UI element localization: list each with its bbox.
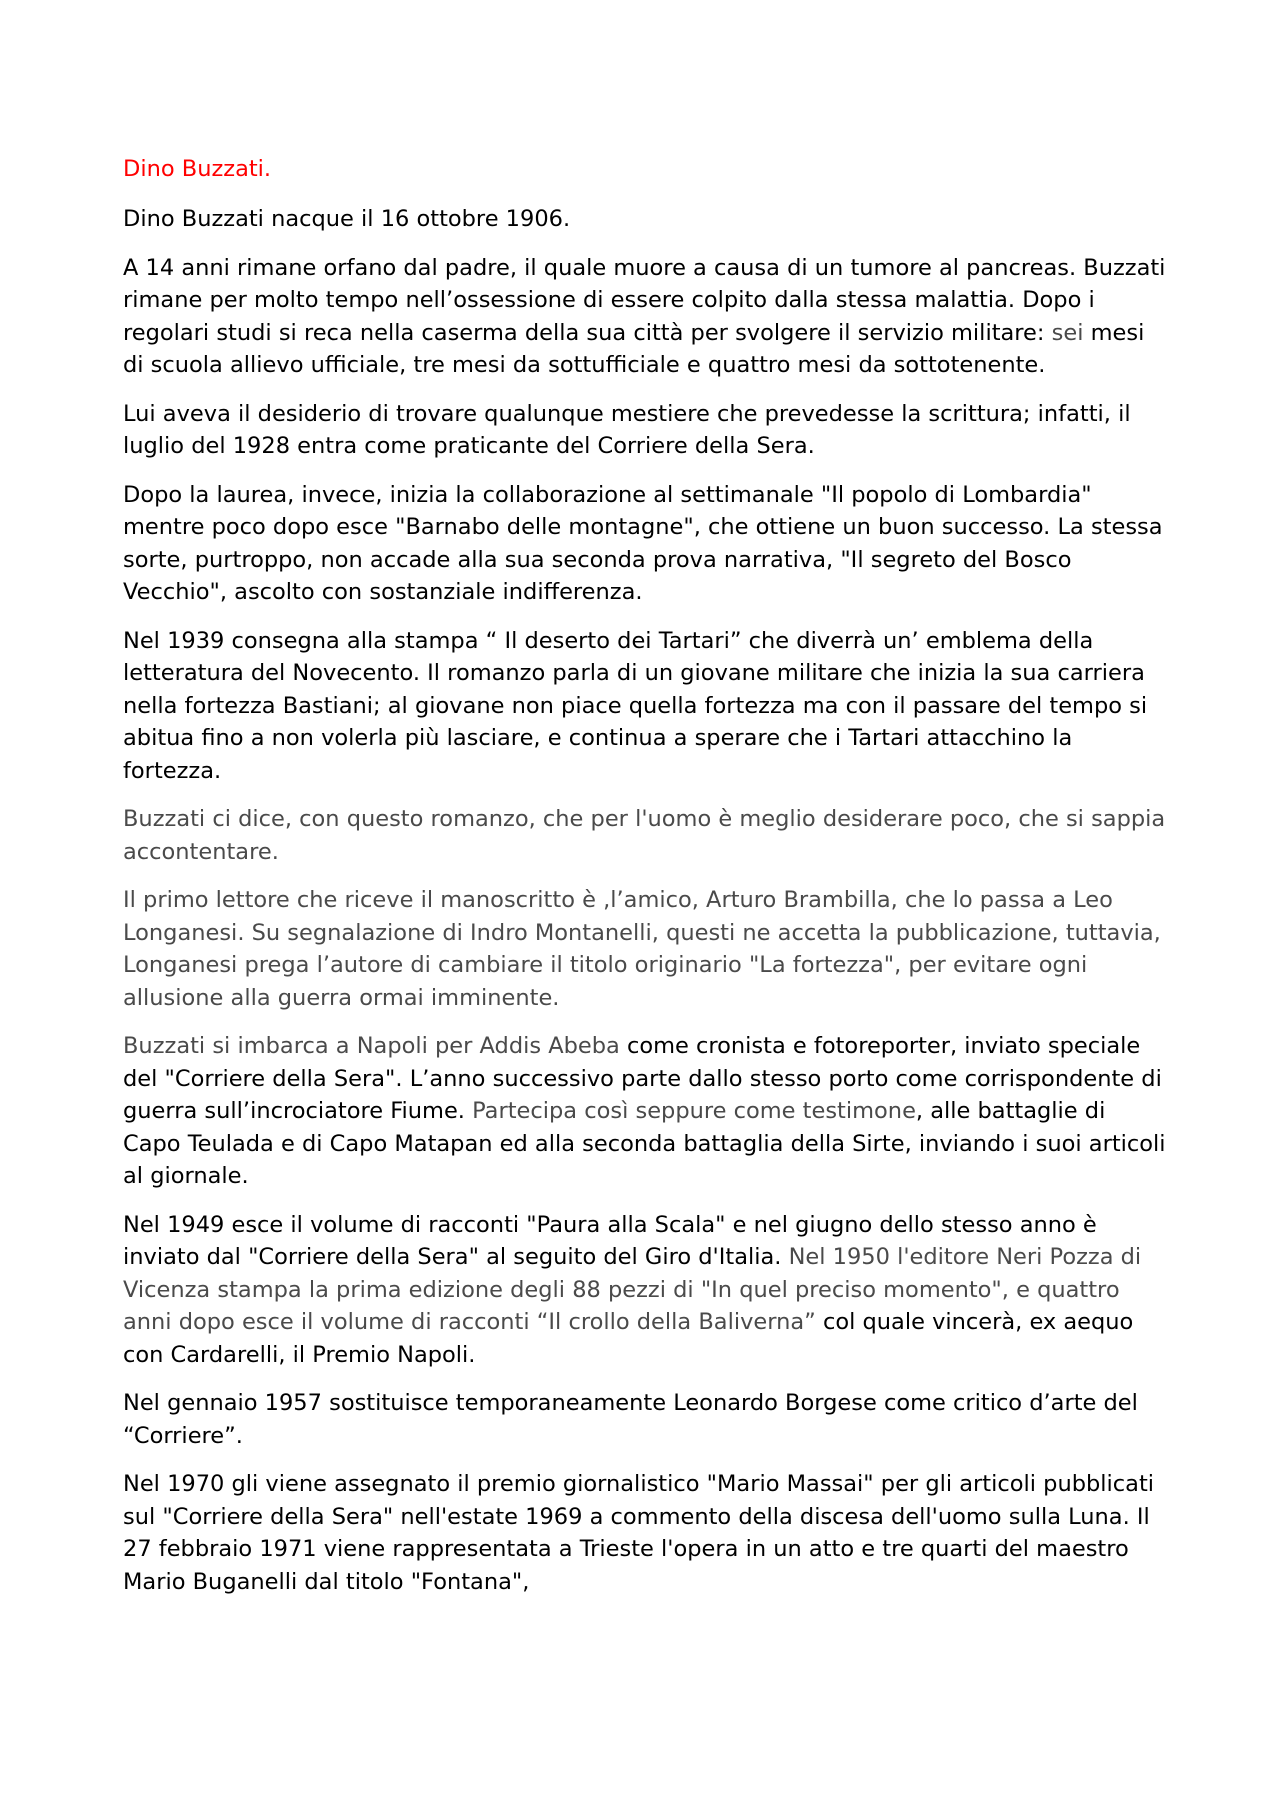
document-title: Dino Buzzati. — [123, 156, 272, 182]
text-run-grey: Buzzati si imbarca a Napoli per Addis Abeba — [123, 1033, 620, 1059]
paragraph-career-start — [123, 398, 1170, 463]
text-run-grey: Nel 1950 l'editore Neri Pozza di Vicenza stampa la prima edizione degli 88 pezzi di "In quel preciso momento", e quattro anni dopo esce il volume di racconti “Il crollo della Baliverna” — [123, 1244, 1142, 1335]
paragraph-first-novels — [123, 479, 1170, 609]
text-run-grey: Il primo lettore che riceve il manoscritto è ,l’amico, Arturo Brambilla, che lo passa a Leo Longanesi. Su segnalazione di Indro Montanelli, questi ne accetta la pubblicazione, tuttavia, Longanesi prega l’autore di cambiare il titolo originario "La fortezza", per evitare ogni allusione alla guerra ormai imminente. — [123, 887, 1161, 1011]
text-run: Dino Buzzati nacque il 16 ottobre 1906. — [123, 206, 571, 232]
text-run: Nel 1939 consegna alla stampa “ Il deserto dei Tartari” che diverrà un’ emblema della letteratura del Novecento. Il romanzo parla di un giovane militare che inizia la sua carriera nella fortezza Bastiani; al giovane non piace quella fortezza ma con il passare del tempo si abitua fino a non volerla più lasciare, e continua a sperare che i Tartari attacchino la fortezza. — [123, 627, 1148, 784]
paragraph-deserto-tartari — [123, 625, 1170, 788]
paragraph-war-correspondent — [123, 1030, 1170, 1193]
text-run: , alle battaglie di Capo Teulada e di Capo Matapan ed alla seconda battaglia della Sirte, inviando i suoi articoli al giornale. — [123, 1098, 1166, 1189]
text-run-grey: sei — [1051, 319, 1084, 346]
paragraph-later-years — [123, 1468, 1170, 1598]
text-run: Nel gennaio 1957 sostituisce temporaneamente Leonardo Borgese come critico d’arte del “Corriere”. — [123, 1390, 1138, 1449]
text-run: Nel 1970 gli viene assegnato il premio giornalistico "Mario Massai" per gli articoli pubblicati sul "Corriere della Sera" nell'estate 1969 a commento della discesa dell'uomo sulla Luna. Il 27 febbraio 1971 viene rappresentata a Trieste l'opera in un atto e tre quarti del maestro Mario Buganelli dal titolo "Fontana", — [123, 1471, 1155, 1595]
paragraph-youth — [123, 252, 1170, 382]
paragraph-birth — [123, 203, 1170, 236]
text-run: Dopo la laurea, invece, inizia la collaborazione al settimanale "Il popolo di Lombardia" mentre poco dopo esce "Barnabo delle montagne", che ottiene un buon successo. La stessa sorte, purtroppo, non accade alla sua seconda prova narrativa, "Il segreto del Bosco Vecchio", ascolto con sostanziale indifferenza. — [123, 481, 1163, 605]
paragraph-postwar-works — [123, 1209, 1170, 1372]
paragraph-art-critic — [123, 1387, 1170, 1452]
text-run-grey: Partecipa così seppure come testimone — [472, 1098, 916, 1124]
text-run: A 14 anni rimane orfano dal padre, il quale muore a causa di un tumore al pancreas. Buzzati rimane per molto tempo nell’ossessione di essere colpito dalla stessa malattia. Dopo i regolari studi si reca nella caserma della sua città per svolgere il servizio militare: — [123, 254, 1166, 346]
paragraph-manuscript — [123, 884, 1170, 1014]
text-run: col quale vincerà, ex aequo con Cardarelli, il Premio Napoli. — [123, 1309, 1134, 1368]
text-run: Nel 1949 esce il volume di racconti "Paura alla Scala" e nel giugno dello stesso anno è inviato dal "Corriere della Sera" al seguito del Giro d'Italia. — [123, 1211, 1097, 1270]
text-run: mesi di scuola allievo ufficiale, tre mesi da sottufficiale e quattro mesi da sottotenente. — [123, 319, 1145, 378]
text-run: Lui aveva il desiderio di trovare qualunque mestiere che prevedesse la scrittura; infatti, il luglio del 1928 entra come praticante del Corriere della Sera. — [123, 400, 1131, 459]
text-run-grey: Buzzati ci dice, con questo romanzo, che per l'uomo è meglio desiderare poco, che si sappia accontentare. — [123, 806, 1166, 865]
paragraph-novel-meaning — [123, 803, 1170, 868]
text-run: come cronista e fotoreporter, inviato speciale del "Corriere della Sera". L’anno successivo parte dallo stesso porto come corrispondente di guerra sull’incrociatore Fiume. — [123, 1033, 1162, 1124]
